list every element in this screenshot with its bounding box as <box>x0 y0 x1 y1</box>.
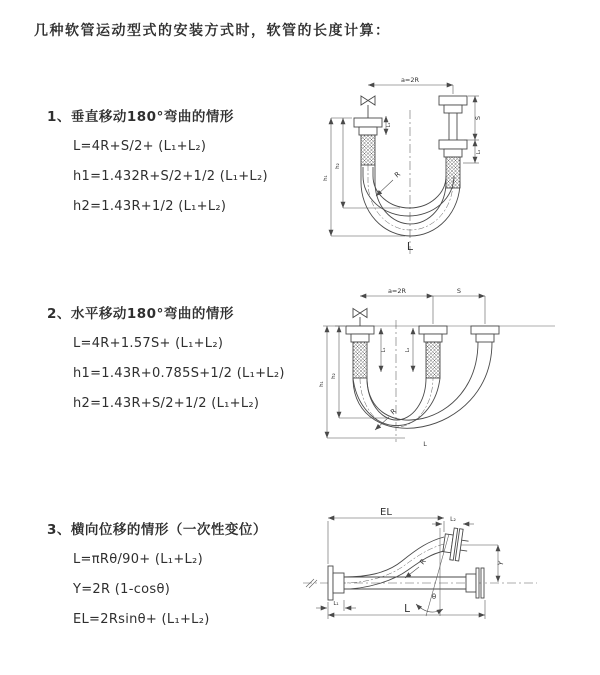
dim-label-r: R <box>389 407 399 417</box>
dim-label-s: S <box>456 287 462 295</box>
dim-label-s: S <box>474 115 482 121</box>
dim-l2 <box>405 328 413 372</box>
radius-callout <box>376 170 402 196</box>
dim-label-l1: L₁ <box>333 601 339 607</box>
dim-label-a2r: a=2R <box>400 76 420 84</box>
section-2-heading: 2、水平移动180°弯曲的情形 <box>47 306 234 322</box>
formula-h2-1: h2=1.43R+1/2 (L₁+L₂) <box>73 199 227 214</box>
dim-l1 <box>386 116 392 135</box>
hose-position-1 <box>353 378 440 427</box>
left-pipe-fitting <box>346 326 374 378</box>
dim-l2 <box>432 516 474 524</box>
dim-label-h2: h₂ <box>331 373 337 379</box>
valve-icon <box>361 96 375 118</box>
dim-label-l: L <box>423 440 427 448</box>
dim-label-l: L <box>406 240 414 253</box>
formula-L-2: L=4R+1.57S+ (L₁+L₂) <box>73 336 224 351</box>
dim-label-h1: h₁ <box>319 381 325 387</box>
radius-callout <box>405 557 428 578</box>
left-pipe-fitting <box>354 118 382 165</box>
dim-l1 <box>316 600 356 611</box>
dim-label-a2r: a=2R <box>387 287 407 295</box>
dim-el <box>328 507 444 567</box>
dim-label-r: R <box>418 557 428 567</box>
break-symbol <box>306 579 317 588</box>
dim-label-r: R <box>393 170 403 180</box>
diagram-horizontal-180-bend <box>305 280 600 460</box>
dim-l <box>328 600 485 619</box>
formula-L-3: L=πRθ/90+ (L₁+L₂) <box>73 552 203 567</box>
dim-l1 <box>381 328 387 372</box>
hose-curves <box>361 165 460 236</box>
right-pipe-fitting <box>471 326 499 342</box>
dim-s <box>433 287 485 324</box>
dim-label-y: Y <box>496 560 506 567</box>
angle-label-theta: θ <box>431 593 437 601</box>
formula-h1-1: h1=1.432R+S/2+1/2 (L₁+L₂) <box>73 169 268 184</box>
formula-Y-3: Y=2R (1-cosθ) <box>73 582 171 597</box>
dim-label-h1: h₁ <box>323 175 329 181</box>
curved-hose-position <box>344 537 444 589</box>
section-3-text <box>47 518 267 642</box>
dim-label-l2: L₂ <box>450 516 456 523</box>
dim-label-l1: L₁ <box>386 122 392 128</box>
dim-a2r <box>360 287 433 324</box>
dim-label-el: EL <box>380 507 392 518</box>
dim-label-l2: L₂ <box>405 347 411 353</box>
section-1-heading: 1、垂直移动180°弯曲的情形 <box>47 109 234 125</box>
middle-pipe-fitting <box>419 326 447 378</box>
dim-label-l: L <box>404 603 410 615</box>
formula-h1-2: h1=1.43R+0.785S+1/2 (L₁+L₂) <box>73 366 285 381</box>
section-1-text <box>47 105 268 229</box>
right-flange-fitting <box>466 568 484 598</box>
formula-L-1: L=4R+S/2+ (L₁+L₂) <box>73 139 207 154</box>
formula-EL-3: EL=2Rsinθ+ (L₁+L₂) <box>73 612 210 627</box>
left-flange-fitting <box>328 566 344 600</box>
dim-label-h2: h₂ <box>335 163 341 169</box>
valve-icon <box>353 309 367 327</box>
section-2-text <box>47 302 285 426</box>
right-pipe-fitting <box>439 96 467 188</box>
formula-h2-2: h2=1.43R+S/2+1/2 (L₁+L₂) <box>73 396 260 411</box>
diagram-lateral-displacement <box>295 498 600 658</box>
dim-label-l2: L₂ <box>476 149 482 155</box>
diagram-vertical-180-bend <box>305 66 600 271</box>
section-3-heading: 3、横向位移的情形（一次性变位） <box>47 522 267 538</box>
dim-label-l1: L₁ <box>381 347 387 353</box>
dim-a2r <box>368 76 453 94</box>
page-title: 几种软管运动型式的安装方式时，软管的长度计算： <box>34 23 391 39</box>
